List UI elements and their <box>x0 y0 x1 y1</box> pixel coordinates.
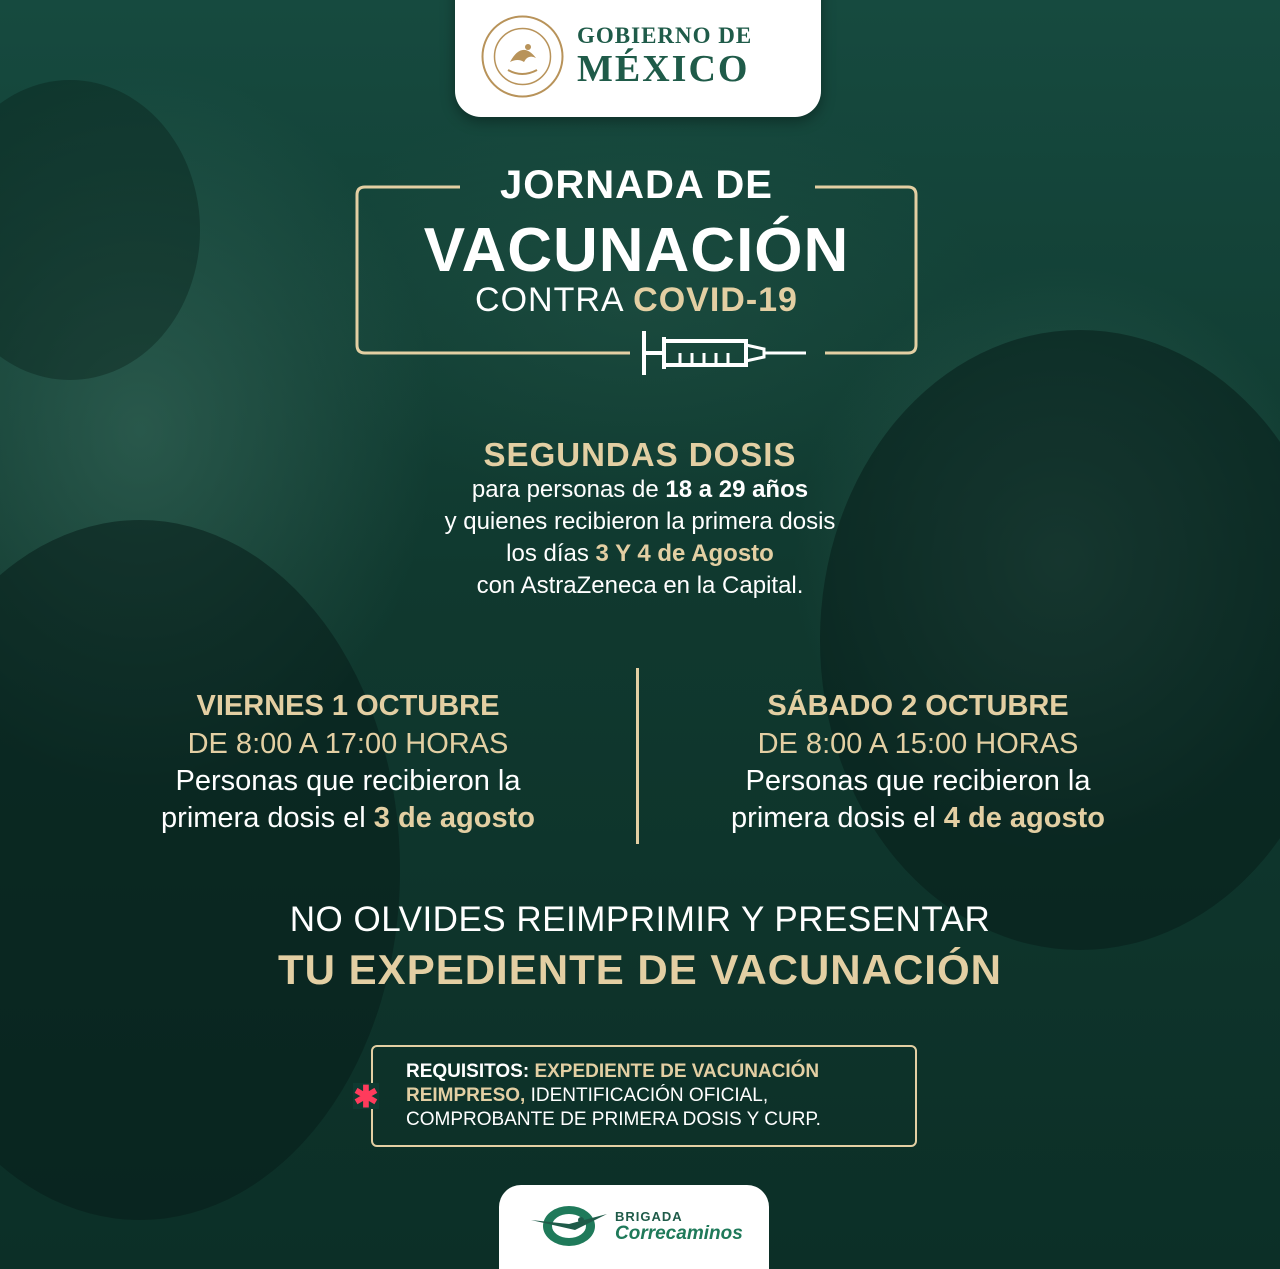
title-line1-text: JORNADA DE <box>500 163 773 207</box>
info-line1-prefix: para personas de <box>471 476 666 503</box>
requirements-box <box>353 1045 917 1147</box>
schedule-hours: DE 8:00 A 15:00 HORAS <box>757 728 1079 760</box>
schedule-who-date: 4 de agosto <box>943 802 1105 834</box>
title-line3-bold: COVID-19 <box>633 281 798 319</box>
info-line3-prefix: los días <box>506 540 596 567</box>
schedule-friday <box>88 690 608 839</box>
requirements-label: REQUISITOS: <box>406 1061 530 1082</box>
reminder-line1: NO OLVIDES REIMPRIMIR Y PRESENTAR <box>289 900 991 939</box>
schedule-who-date: 3 de agosto <box>373 802 535 834</box>
schedule-hours: DE 8:00 A 17:00 HORAS <box>187 728 509 760</box>
schedule-who-line1: Personas que recibieron la <box>745 765 1091 797</box>
info-first-dose-dates: 3 Y 4 de Agosto <box>595 540 774 567</box>
title-line3-prefix: CONTRA <box>475 281 634 319</box>
info-age-range: 18 a 29 años <box>665 476 809 503</box>
brigada-line1: BRIGADA <box>615 1209 683 1224</box>
title-line3 <box>355 281 918 320</box>
requirements-line3: COMPROBANTE DE PRIMERA DOSIS Y CURP. <box>406 1109 821 1130</box>
schedule-who-prefix: primera dosis el <box>731 802 944 834</box>
info-line3 <box>0 540 1280 568</box>
schedule-day: VIERNES 1 OCTUBRE <box>196 690 500 722</box>
requirements-id: IDENTIFICACIÓN OFICIAL, <box>530 1085 769 1106</box>
title-line1 <box>355 163 918 208</box>
correcaminos-bird-icon <box>529 1202 609 1248</box>
info-line4: con AstraZeneca en la Capital. <box>476 572 804 599</box>
background-head-left <box>0 80 200 380</box>
schedule-divider <box>636 668 639 844</box>
requirements-highlight2: REIMPRESO, <box>406 1085 526 1106</box>
requirements-highlight1: EXPEDIENTE DE VACUNACIÓN <box>534 1061 820 1082</box>
government-logo-card <box>455 0 821 117</box>
requirements-line1 <box>406 1061 819 1083</box>
mexico-seal-icon <box>480 14 565 99</box>
brigada-line2: Correcaminos <box>615 1223 743 1244</box>
schedule-day: SÁBADO 2 OCTUBRE <box>767 690 1069 722</box>
background-figure-right <box>820 330 1280 950</box>
syringe-icon <box>640 323 810 383</box>
schedule-who-line2 <box>658 802 1178 839</box>
info-line1 <box>0 476 1280 504</box>
brigada-logo-card <box>499 1185 769 1269</box>
requirements-line2 <box>406 1085 768 1107</box>
info-line2: y quienes recibieron la primera dosis <box>444 508 836 535</box>
background-figure-left <box>0 520 400 1220</box>
government-title-line1: GOBIERNO DE <box>577 23 753 48</box>
reminder-line2: TU EXPEDIENTE DE VACUNACIÓN <box>278 946 1002 993</box>
schedule-who-line1: Personas que recibieron la <box>175 765 521 797</box>
second-dose-heading: SEGUNDAS DOSIS <box>483 436 797 473</box>
government-title-line2: MÉXICO <box>577 48 750 90</box>
campaign-title-frame <box>355 163 918 355</box>
schedule-saturday <box>658 690 1178 839</box>
title-line2: VACUNACIÓN <box>423 216 850 285</box>
schedule-who-prefix: primera dosis el <box>161 802 374 834</box>
asterisk-icon: ✱ <box>353 1081 379 1114</box>
schedule-who-line2 <box>88 802 608 839</box>
